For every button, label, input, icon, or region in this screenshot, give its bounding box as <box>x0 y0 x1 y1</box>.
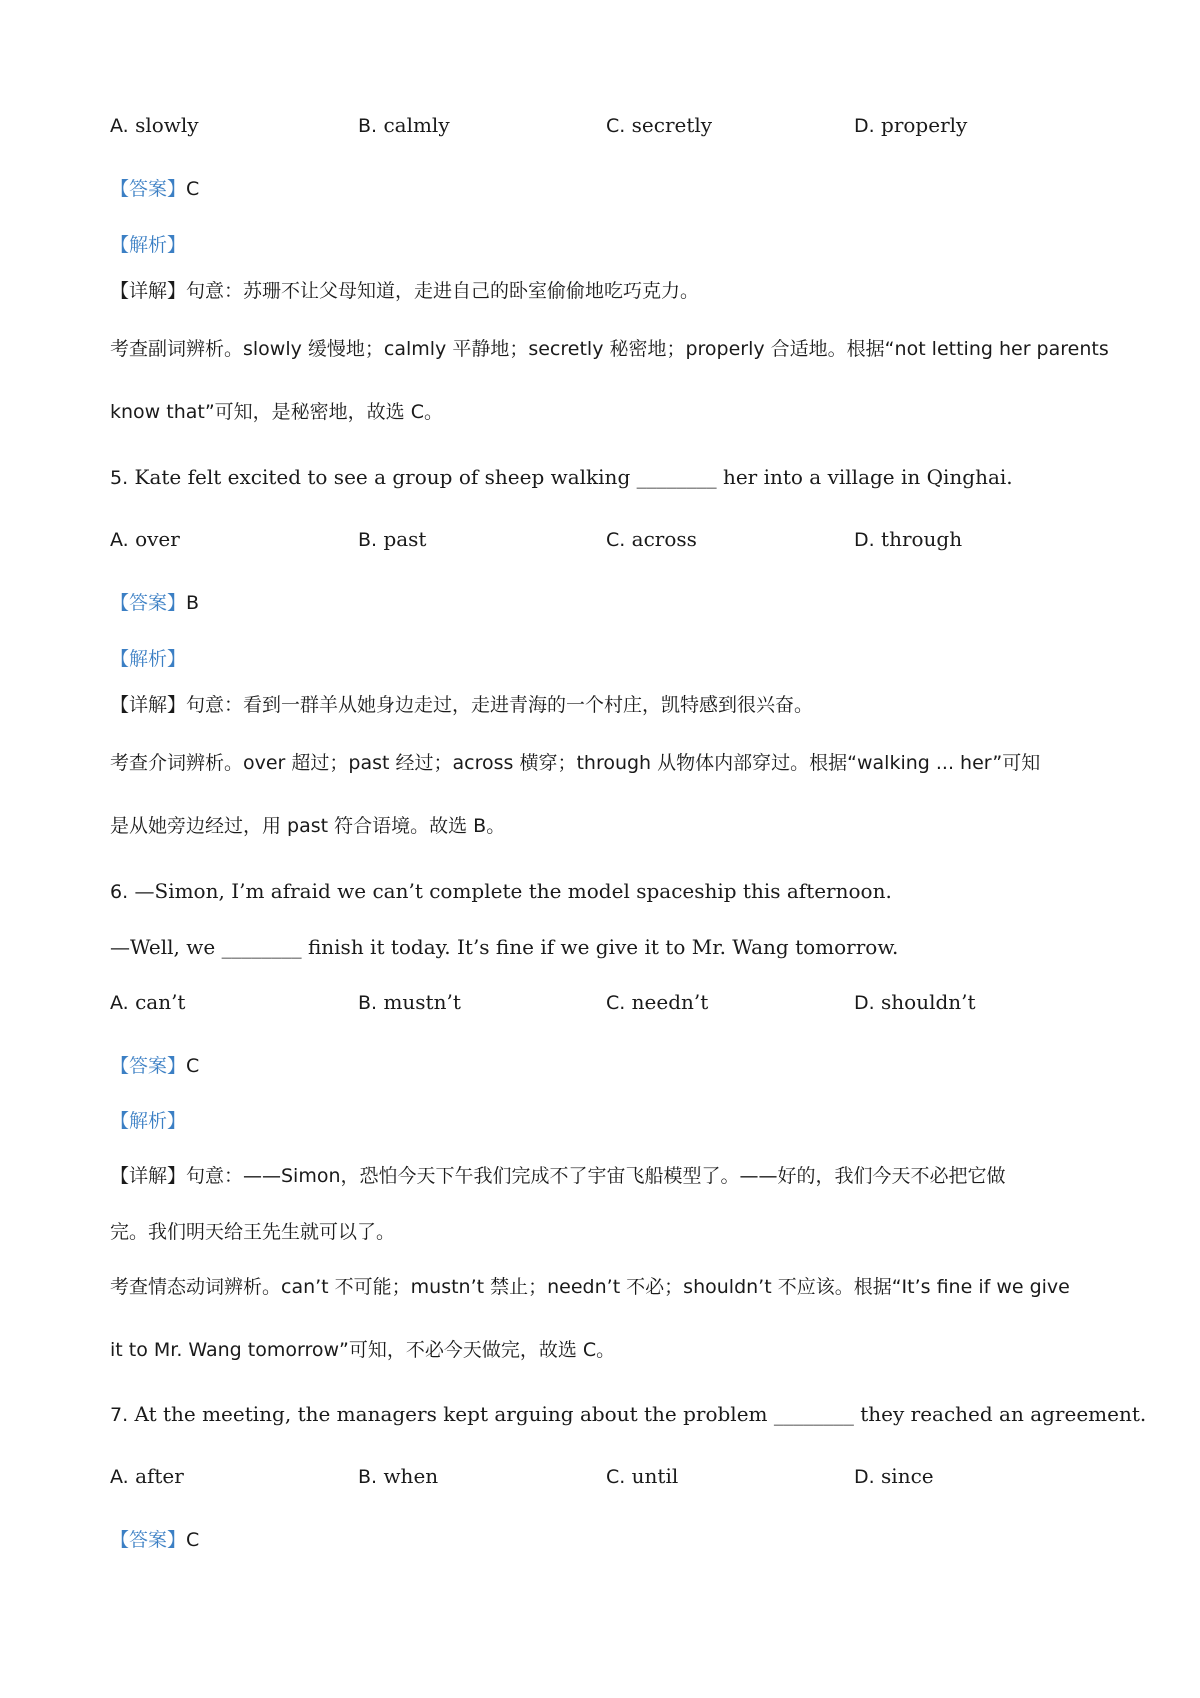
q4-explanation-line2: know that”可知，是秘密地，故选 C。 <box>110 401 443 423</box>
q6-stem-line1: 6. —Simon, I’m afraid we can’t complete the model spaceship this afternoon. <box>110 879 892 903</box>
q4-option-a: A. slowly <box>110 113 199 137</box>
q6-answer: 【答案】C <box>110 1055 200 1077</box>
q6-detail-line1: 【详解】句意：——Simon，恐怕今天下午我们完成不了宇宙飞船模型了。——好的，我们今天不必把它做 <box>110 1165 1006 1187</box>
q6-option-a: A. can’t <box>110 990 186 1014</box>
q5-explanation-line2: 是从她旁边经过，用 past 符合语境。故选 B。 <box>110 815 506 837</box>
q4-options <box>110 111 1100 139</box>
q6-analysis-label: 【解析】 <box>110 1110 187 1132</box>
q7-option-c: C. until <box>606 1464 679 1488</box>
q6-explanation-line2: it to Mr. Wang tomorrow”可知，不必今天做完，故选 C。 <box>110 1339 616 1361</box>
q7-option-d: D. since <box>854 1464 934 1488</box>
q4-answer: 【答案】C <box>110 178 200 200</box>
q5-option-d: D. through <box>854 527 963 551</box>
q6-option-b: B. mustn’t <box>358 990 461 1014</box>
q5-option-b: B. past <box>358 527 427 551</box>
q7-options <box>110 1462 1100 1490</box>
q5-answer: 【答案】B <box>110 592 200 614</box>
q6-option-c: C. needn’t <box>606 990 709 1014</box>
q7-answer: 【答案】C <box>110 1529 200 1551</box>
q6-detail-line2: 完。我们明天给王先生就可以了。 <box>110 1221 396 1243</box>
q6-explanation-line1: 考查情态动词辨析。can’t 不可能；mustn’t 禁止；needn’t 不必；shouldn’t 不应该。根据“It’s fine if we give <box>110 1276 1070 1298</box>
q5-detail: 【详解】句意：看到一群羊从她身边走过，走进青海的一个村庄，凯特感到很兴奋。 <box>110 694 814 716</box>
q5-explanation-line1: 考查介词辨析。over 超过；past 经过；across 横穿；through 从物体内部穿过。根据“walking ... her”可知 <box>110 752 1041 774</box>
q4-analysis-label: 【解析】 <box>110 234 187 256</box>
q4-explanation-line1: 考查副词辨析。slowly 缓慢地；calmly 平静地；secretly 秘密地；properly 合适地。根据“not letting her parents <box>110 338 1109 360</box>
q5-option-a: A. over <box>110 527 180 551</box>
q6-stem-line2: —Well, we ________ finish it today. It’s fine if we give it to Mr. Wang tomorrow. <box>110 935 899 959</box>
q4-option-c: C. secretly <box>606 113 713 137</box>
q5-option-c: C. across <box>606 527 697 551</box>
q5-analysis-label: 【解析】 <box>110 648 187 670</box>
q4-option-b: B. calmly <box>358 113 450 137</box>
q6-options <box>110 988 1100 1016</box>
q4-option-d: D. properly <box>854 113 968 137</box>
q7-stem: 7. At the meeting, the managers kept arguing about the problem ________ they reached an agreement. <box>110 1402 1147 1426</box>
q4-detail: 【详解】句意：苏珊不让父母知道，走进自己的卧室偷偷地吃巧克力。 <box>110 280 700 302</box>
q5-stem: 5. Kate felt excited to see a group of sheep walking ________ her into a village in Qinghai. <box>110 465 1013 489</box>
q6-option-d: D. shouldn’t <box>854 990 976 1014</box>
q7-option-b: B. when <box>358 1464 439 1488</box>
q5-options <box>110 525 1100 553</box>
q7-option-a: A. after <box>110 1464 184 1488</box>
